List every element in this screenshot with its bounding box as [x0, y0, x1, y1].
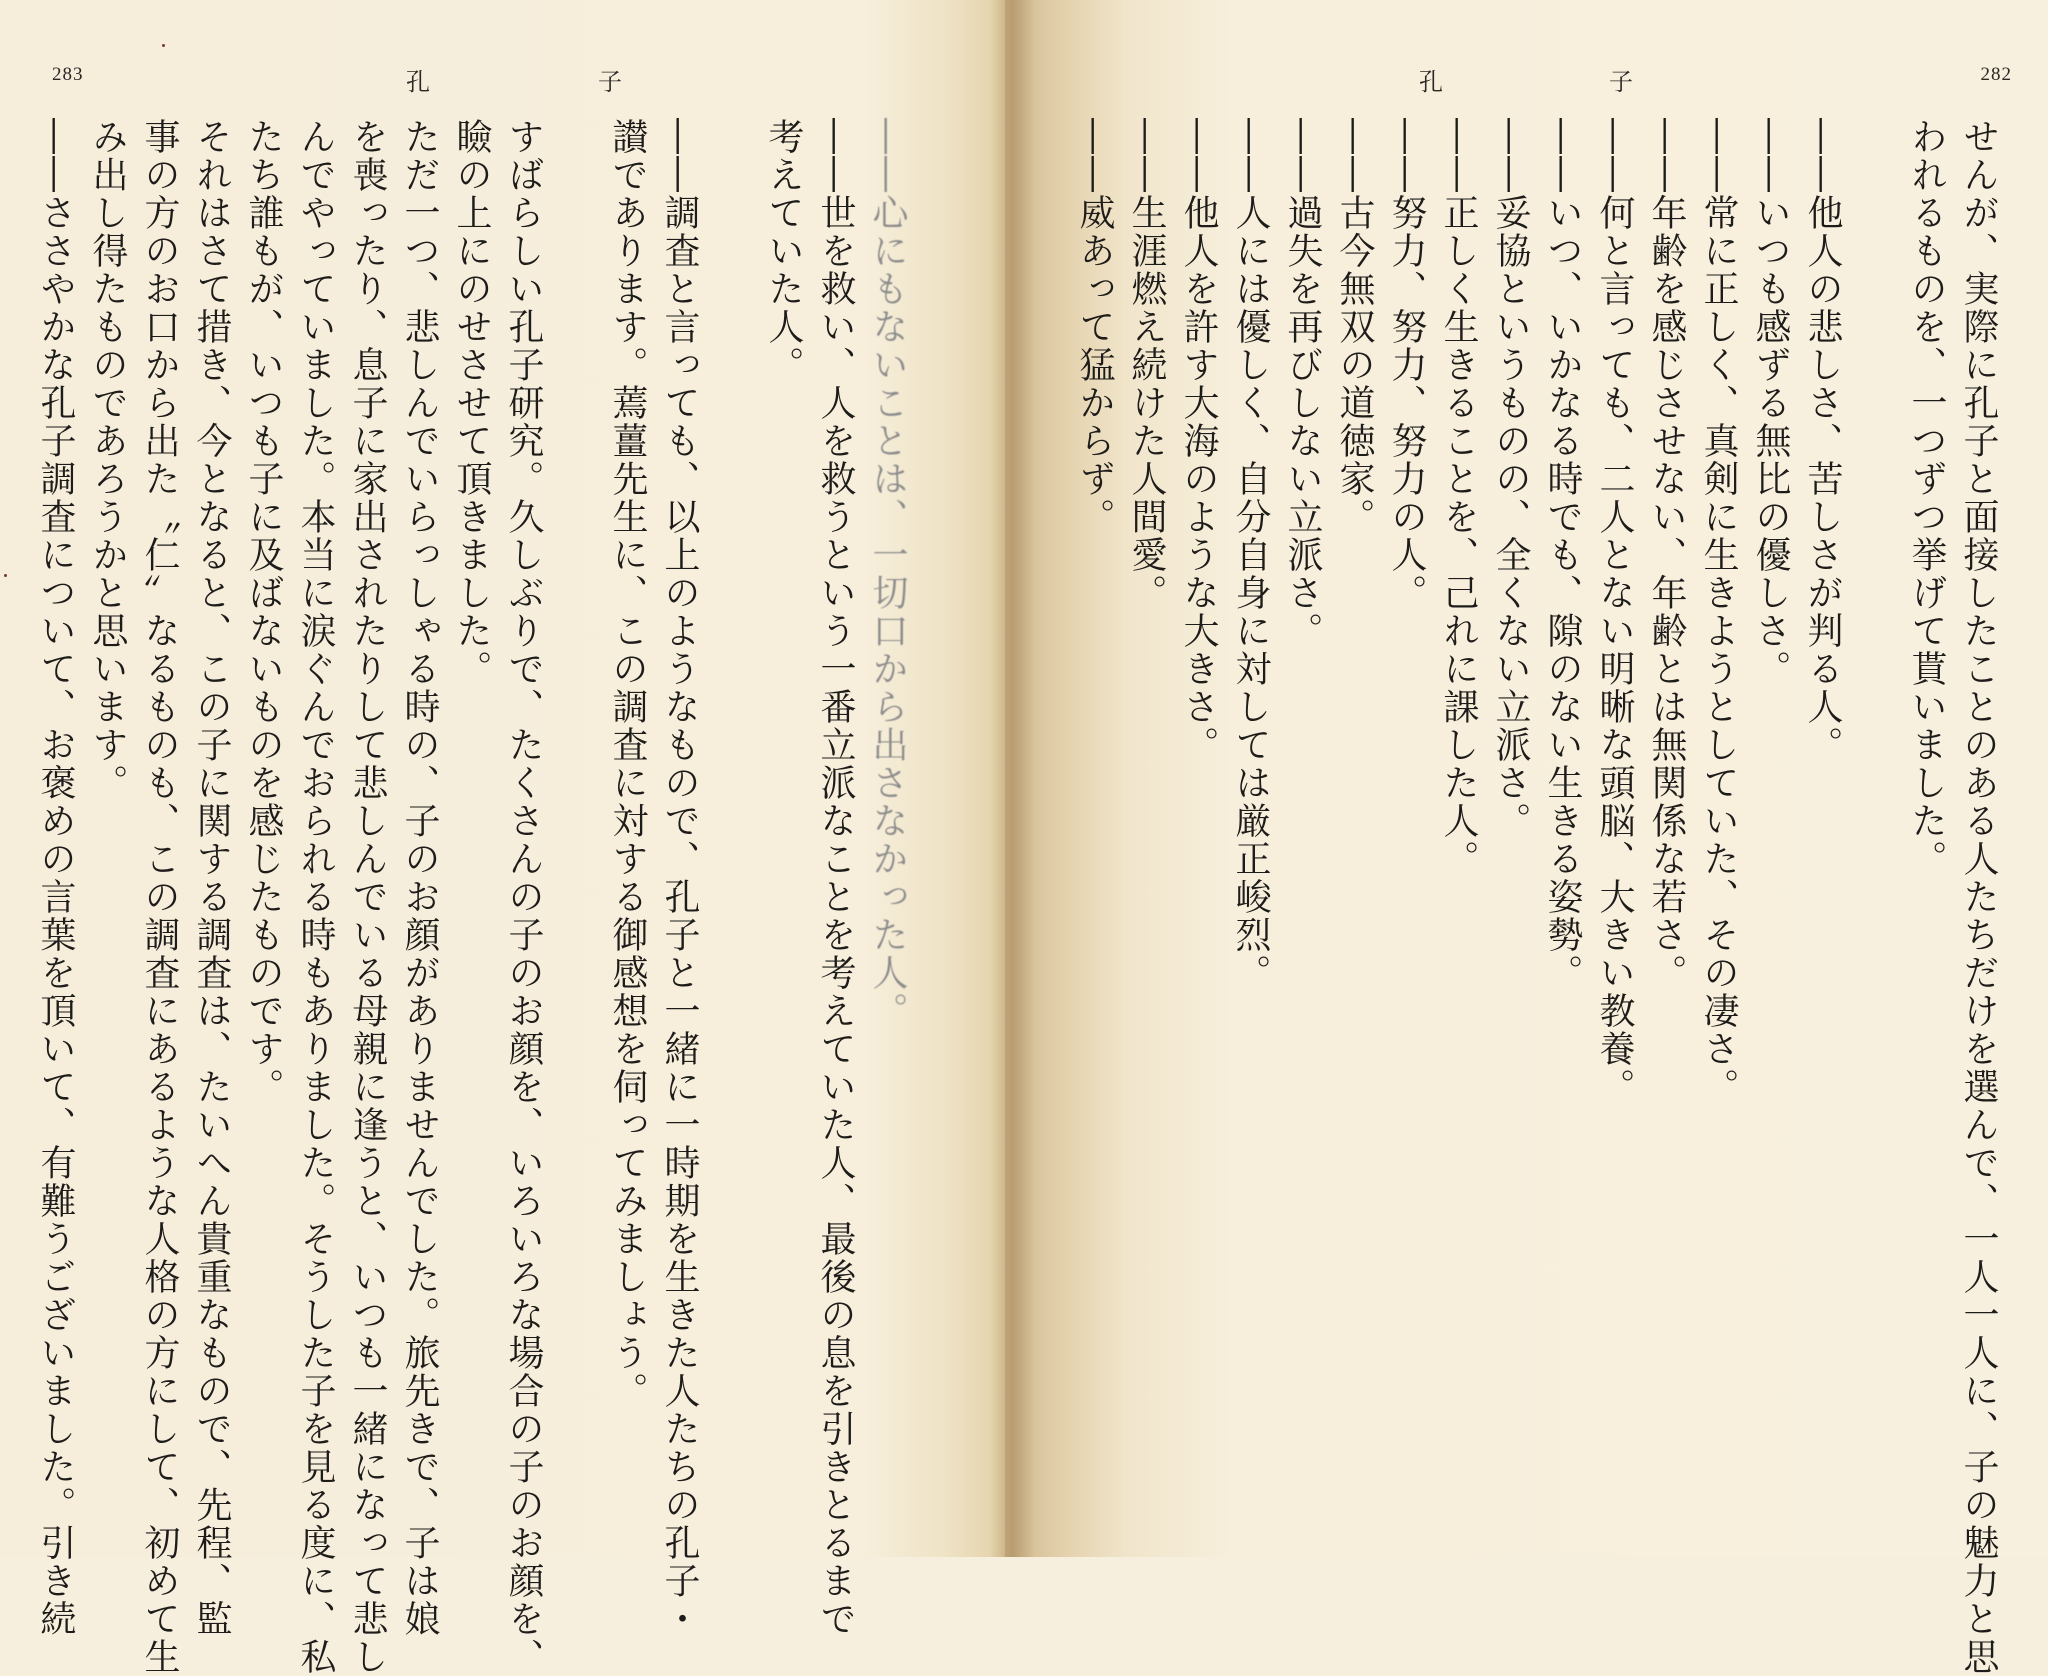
text-line: ――ささやかな孔子調査について、お褒めの言葉を頂いて、有難うございました。引き続 — [35, 118, 76, 1638]
text-line: それはさて措き、今となると、この子に関する調査は、たいへん貴重なもので、先程、監 — [191, 118, 232, 1638]
page-body-text — [33, 118, 913, 1676]
text-line: 讃であります。蔫薑先生に、この調査に対する御感想を伺ってみましょう。 — [607, 118, 648, 1410]
running-head-ko: 孔 — [406, 68, 430, 96]
text-line: 事の方のお口から出た〝仁〟なるものも、この調査にあるような人格の方にして、初めて生 — [139, 118, 180, 1676]
text-line: ただ一つ、悲しんでいらっしゃる時の、子のお顔がありませんでした。旅先きで、子は娘 — [399, 118, 440, 1638]
text-line: 瞼の上にのせさせて頂きました。 — [451, 118, 492, 688]
left-page — [0, 0, 1005, 1676]
running-head-ko: 孔 — [1419, 68, 1443, 96]
text-line: ――生涯燃え続けた人間愛。 — [1126, 118, 1167, 612]
text-line: ――何と言っても、二人とない明晰な頭脳、大きい教養。 — [1594, 118, 1635, 1106]
text-line: を喪ったり、息子に家出されたりして悲しんでいる母親に逢うと、いつも一緒になって悲し — [347, 118, 388, 1676]
right-page — [1005, 0, 2048, 1676]
text-line: ――過失を再びしない立派さ。 — [1282, 118, 1323, 650]
text-line: ――常に正しく、真剣に生きようとしていた、その凄さ。 — [1698, 118, 1739, 1106]
text-line: んでやっていました。本当に涙ぐんでおられる時もありました。そうした子を見る度に、私 — [295, 118, 336, 1676]
text-line: ――年齢を感じさせない、年齢とは無関係な若さ。 — [1646, 118, 1687, 992]
text-line: ――調査と言っても、以上のようなもので、孔子と一緒に一時期を生きた人たちの孔子・ — [659, 118, 700, 1638]
text-line: ――努力、努力、努力の人。 — [1386, 118, 1427, 612]
text-line: われるものを、一つずつ挙げて貰いました。 — [1906, 118, 1947, 878]
text-line: ――いつも感ずる無比の優しさ。 — [1750, 118, 1791, 688]
paper-speck — [162, 44, 165, 47]
text-line: すばらしい孔子研究。久しぶりで、たくさんの子のお顔を、いろいろな場合の子のお顔を、 — [503, 118, 544, 1676]
text-line: 考えていた人。 — [763, 118, 804, 384]
text-line: せんが、実際に孔子と面接したことのある人たちだけを選んで、一人一人に、子の魅力と思 — [1958, 118, 1999, 1676]
text-line: ――心にもないことは、一切口から出さなかった人。 — [867, 118, 908, 1030]
text-line: ――いつ、いかなる時でも、隙のない生きる姿勢。 — [1542, 118, 1583, 992]
text-line: み出し得たものであろうかと思います。 — [87, 118, 128, 802]
paper-speck — [4, 574, 7, 577]
running-head-shi: 子 — [1609, 68, 1633, 96]
paragraph-gap — [705, 118, 757, 1548]
paragraph-gap — [549, 118, 601, 1548]
running-head-shi: 子 — [598, 68, 622, 96]
text-line: ――正しく生きることを、己れに課した人。 — [1438, 118, 1479, 878]
page-body-text — [1074, 118, 2004, 1676]
text-line: たち誰もが、いつも子に及ばないものを感じたものです。 — [243, 118, 284, 1106]
text-line: ――人には優しく、自分自身に対しては厳正峻烈。 — [1230, 118, 1271, 992]
page-number: 283 — [52, 64, 84, 85]
paragraph-gap — [1848, 118, 1900, 1548]
text-line: ――世を救い、人を救うという一番立派なことを考えていた人、最後の息を引きとるまで — [815, 118, 856, 1638]
text-line: ――威あって猛からず。 — [1074, 118, 1115, 536]
text-line: ――他人を許す大海のような大きさ。 — [1178, 118, 1219, 764]
text-line: ――古今無双の道徳家。 — [1334, 118, 1375, 536]
text-line: ――妥協というものの、全くない立派さ。 — [1490, 118, 1531, 840]
page-number: 282 — [1980, 64, 2012, 85]
text-line: ――他人の悲しさ、苦しさが判る人。 — [1802, 118, 1843, 764]
